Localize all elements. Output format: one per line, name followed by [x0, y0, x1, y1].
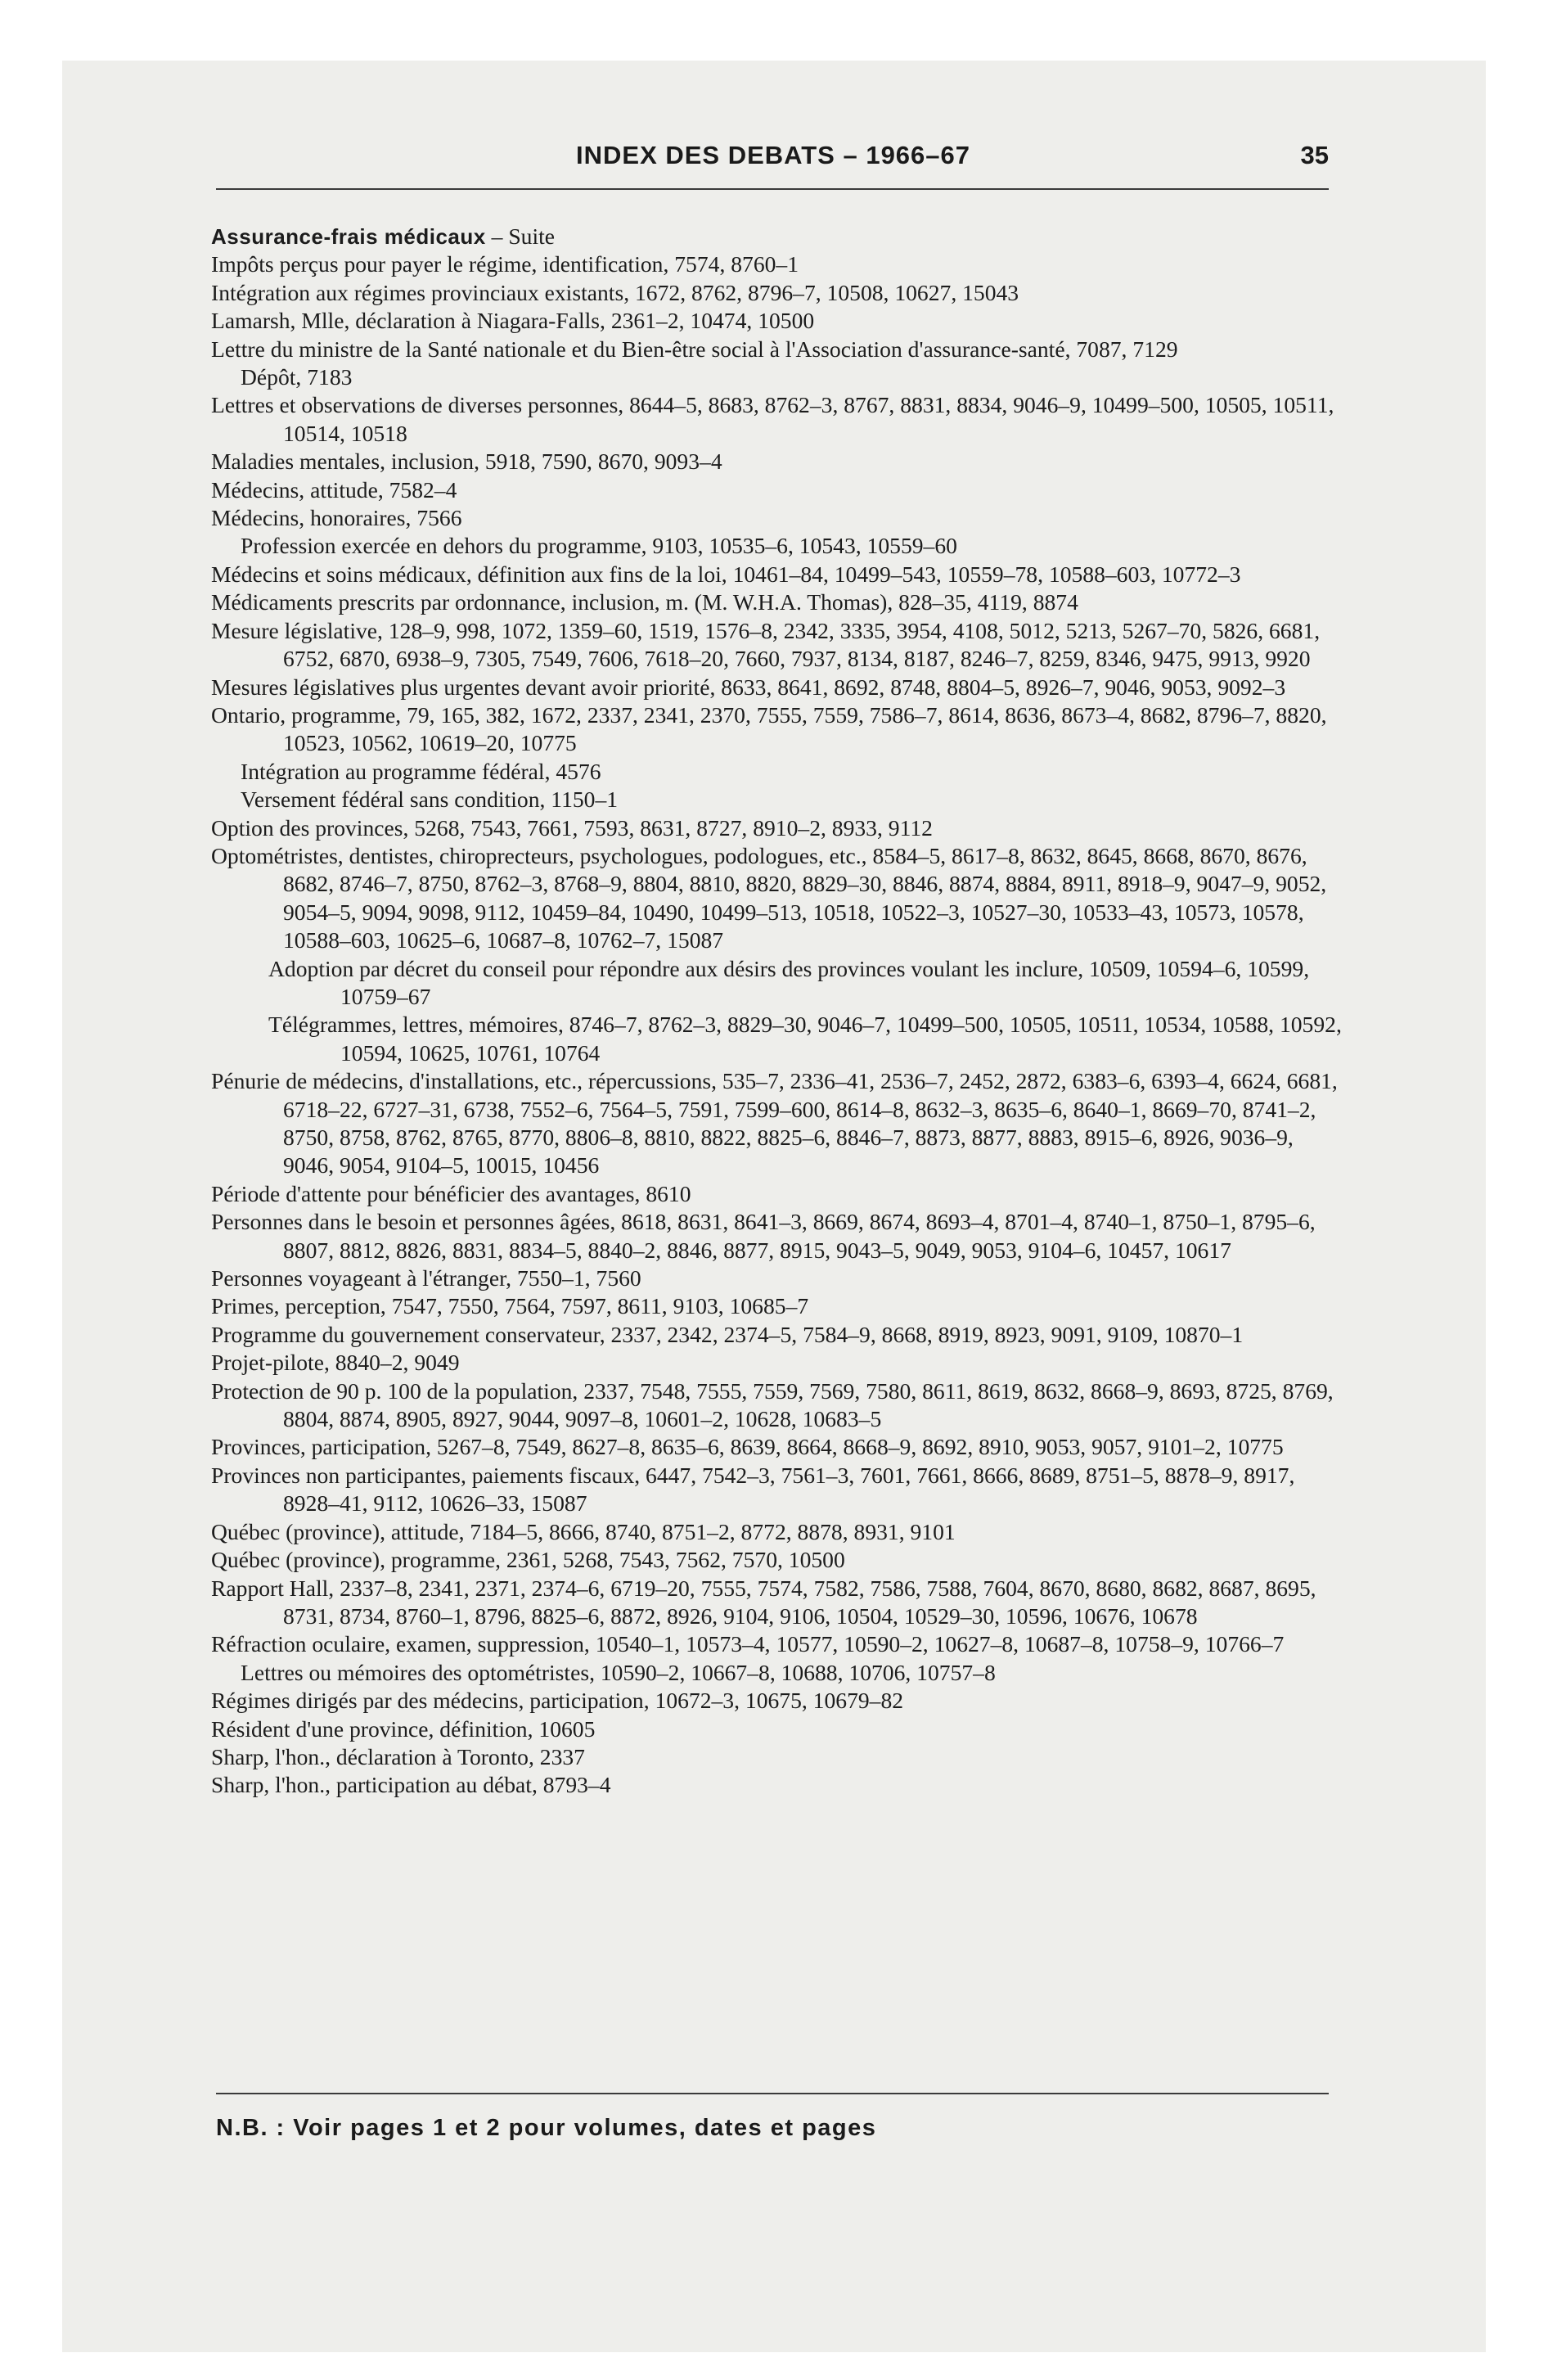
index-entry: Lettres ou mémoires des optométristes, 10590–2, 10667–8, 10688, 10706, 10757–8 — [241, 1659, 996, 1685]
section-heading-suffix: – Suite — [485, 223, 556, 249]
index-entry: Optométristes, dentistes, chiroprecteurs, psychologues, podologues, etc., 8584–5, 8617–8, 8632, 8645, 8668, 8670, 8676, 8682, 8746–7, 8750, 8762–3, 8768–9, 8804, 8810, 8820, 8829–30, 8846, 8874, 8884, 8911, 8918–9, 9047–9, 9052, 9054–5, 9094, 9098, 9112, 10459–84, 10490, 10499–513, 10518, 10522–3, 10527–30, 10533–43, 10573, 10578, 10588–603, 10625–6, 10687–8, 10762–7, 15087 — [211, 842, 1327, 953]
page-header — [216, 141, 1329, 175]
index-entry: Québec (province), attitude, 7184–5, 8666, 8740, 8751–2, 8772, 8878, 8931, 9101 — [211, 1518, 956, 1544]
index-entry: Médecins, honoraires, 7566 — [211, 505, 462, 531]
index-entry: Dépôt, 7183 — [241, 364, 353, 390]
header-divider — [216, 188, 1329, 190]
index-entry: Maladies mentales, inclusion, 5918, 7590, 8670, 9093–4 — [211, 449, 722, 475]
index-entry: Télégrammes, lettres, mémoires, 8746–7, 8762–3, 8829–30, 9046–7, 10499–500, 10505, 10511, 10534, 10588, 10592, 10594, 10625, 10761, 10764 — [268, 1012, 1342, 1066]
page-title: INDEX DES DEBATS – 1966–67 — [576, 141, 971, 169]
index-entry: Sharp, l'hon., déclaration à Toronto, 2337 — [211, 1743, 585, 1769]
index-entry: Rapport Hall, 2337–8, 2341, 2371, 2374–6, 6719–20, 7555, 7574, 7582, 7586, 7588, 7604, 8670, 8680, 8682, 8687, 8695, 8731, 8734, 8760–1, 8796, 8825–6, 8872, 8926, 9104, 9106, 10504, 10529–30, 10596, 10676, 10678 — [211, 1575, 1316, 1629]
index-entry: Adoption par décret du conseil pour répondre aux désirs des provinces voulant les inclure, 10509, 10594–6, 10599, 10759–67 — [268, 955, 1310, 1009]
page-number: 35 — [1300, 141, 1329, 169]
index-entry: Mesure législative, 128–9, 998, 1072, 1359–60, 1519, 1576–8, 2342, 3335, 3954, 4108, 5012, 5213, 5267–70, 5826, 6681, 6752, 6870, 6938–9, 7305, 7549, 7606, 7618–20, 7660, 7937, 8134, 8187, 8246–7, 8259, 8346, 9475, 9913, 9920 — [211, 617, 1321, 672]
index-entry: Provinces, participation, 5267–8, 7549, 8627–8, 8635–6, 8639, 8664, 8668–9, 8692, 8910, 9053, 9057, 9101–2, 10775 — [211, 1434, 1284, 1460]
index-entry: Versement fédéral sans condition, 1150–1 — [241, 787, 619, 813]
index-entry: Réfraction oculaire, examen, suppression, 10540–1, 10573–4, 10577, 10590–2, 10627–8, 10687–8, 10758–9, 10766–7 — [211, 1631, 1285, 1657]
index-entry: Intégration aux régimes provinciaux existants, 1672, 8762, 8796–7, 10508, 10627, 15043 — [211, 279, 1019, 305]
index-entry: Médicaments prescrits par ordonnance, inclusion, m. (M. W.H.A. Thomas), 828–35, 4119, 8874 — [211, 589, 1078, 615]
index-entry: Lettre du ministre de la Santé nationale et du Bien-être social à l'Association d'assurance-santé, 7087, 7129 — [211, 336, 1178, 362]
index-entry: Primes, perception, 7547, 7550, 7564, 7597, 8611, 9103, 10685–7 — [211, 1293, 809, 1319]
index-entry: Pénurie de médecins, d'installations, etc., répercussions, 535–7, 2336–41, 2536–7, 2452, 2872, 6383–6, 6393–4, 6624, 6681, 6718–22, 6727–31, 6738, 7552–6, 7564–5, 7591, 7599–600, 8614–8, 8632–3, 8635–6, 8640–1, 8669–70, 8741–2, 8750, 8758, 8762, 8765, 8770, 8806–8, 8810, 8822, 8825–6, 8846–7, 8873, 8877, 8883, 8915–6, 8926, 9036–9, 9046, 9054, 9104–5, 10015, 10456 — [211, 1068, 1338, 1179]
index-entry: Personnes dans le besoin et personnes âgées, 8618, 8631, 8641–3, 8669, 8674, 8693–4, 8701–4, 8740–1, 8750–1, 8795–6, 8807, 8812, 8826, 8831, 8834–5, 8840–2, 8846, 8877, 8915, 9043–5, 9049, 9053, 9104–6, 10457, 10617 — [211, 1209, 1316, 1263]
index-entry: Résident d'une province, définition, 10605 — [211, 1715, 596, 1742]
index-entry: Québec (province), programme, 2361, 5268, 7543, 7562, 7570, 10500 — [211, 1547, 845, 1573]
index-entry: Médecins, attitude, 7582–4 — [211, 476, 457, 503]
section-heading: Assurance-frais médicaux — [211, 224, 486, 249]
index-entry: Régimes dirigés par des médecins, participation, 10672–3, 10675, 10679–82 — [211, 1688, 904, 1714]
index-entries — [211, 223, 1348, 1800]
index-entry: Protection de 90 p. 100 de la population, 2337, 7548, 7555, 7559, 7569, 7580, 8611, 8619, 8632, 8668–9, 8693, 8725, 8769, 8804, 8874, 8905, 8927, 9044, 9097–8, 10601–2, 10628, 10683–5 — [211, 1377, 1334, 1432]
index-entry: Lamarsh, Mlle, déclaration à Niagara-Falls, 2361–2, 10474, 10500 — [211, 308, 815, 334]
index-entry: Sharp, l'hon., participation au débat, 8793–4 — [211, 1772, 611, 1798]
footnote: N.B. : Voir pages 1 et 2 pour volumes, dates et pages — [216, 2115, 877, 2141]
index-entry: Profession exercée en dehors du programme, 9103, 10535–6, 10543, 10559–60 — [241, 533, 957, 559]
index-entry: Ontario, programme, 79, 165, 382, 1672, 2337, 2341, 2370, 7555, 7559, 7586–7, 8614, 8636, 8673–4, 8682, 8796–7, 8820, 10523, 10562, 10619–20, 10775 — [211, 701, 1327, 756]
index-entry: Personnes voyageant à l'étranger, 7550–1, 7560 — [211, 1265, 641, 1291]
index-entry: Période d'attente pour bénéficier des avantages, 8610 — [211, 1180, 691, 1206]
section-heading-line — [211, 223, 1348, 250]
index-entry: Mesures législatives plus urgentes devant avoir priorité, 8633, 8641, 8692, 8748, 8804–5, 8926–7, 9046, 9053, 9092–3 — [211, 674, 1286, 700]
index-entry: Programme du gouvernement conservateur, 2337, 2342, 2374–5, 7584–9, 8668, 8919, 8923, 9091, 9109, 10870–1 — [211, 1321, 1244, 1347]
index-entry: Lettres et observations de diverses personnes, 8644–5, 8683, 8762–3, 8767, 8831, 8834, 9046–9, 10499–500, 10505, 10511, 10514, 10518 — [211, 392, 1334, 446]
index-entry: Intégration au programme fédéral, 4576 — [241, 758, 601, 784]
index-entry: Provinces non participantes, paiements fiscaux, 6447, 7542–3, 7561–3, 7601, 7661, 8666, 8689, 8751–5, 8878–9, 8917, 8928–41, 9112, 10626–33, 15087 — [211, 1462, 1295, 1517]
index-entry: Médecins et soins médicaux, définition aux fins de la loi, 10461–84, 10499–543, 10559–78, 10588–603, 10772–3 — [211, 561, 1241, 587]
index-entry: Projet-pilote, 8840–2, 9049 — [211, 1350, 460, 1376]
index-entry: Impôts perçus pour payer le régime, identification, 7574, 8760–1 — [211, 251, 799, 277]
index-entry: Option des provinces, 5268, 7543, 7661, 7593, 8631, 8727, 8910–2, 8933, 9112 — [211, 814, 933, 841]
footer-divider — [216, 2093, 1329, 2094]
